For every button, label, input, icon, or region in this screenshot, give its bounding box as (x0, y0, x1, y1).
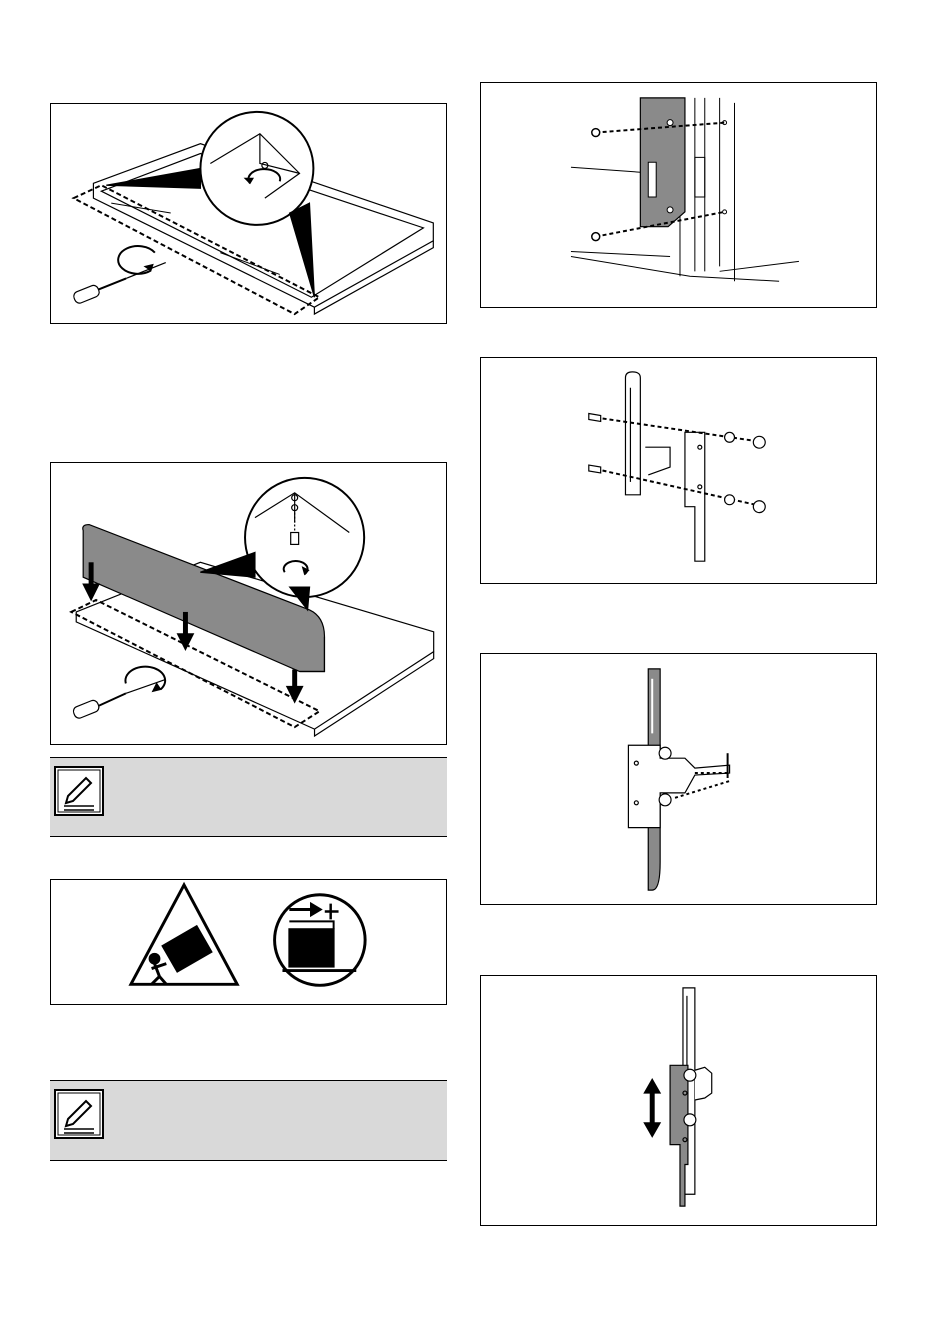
pencil-note-icon (54, 766, 104, 816)
figure-bracket-assembly (480, 357, 877, 584)
bracket-assembly-icon (481, 358, 876, 583)
figure-remove-screws (50, 103, 447, 324)
figure-tip-warning (50, 879, 447, 1005)
figure-bracket-hook (480, 653, 877, 905)
figure-bracket-adjust (480, 975, 877, 1226)
bracket-hook-icon (481, 654, 876, 904)
note-box-2 (50, 1080, 447, 1161)
pencil-note-icon (54, 1089, 104, 1139)
figure-bracket-wall (480, 82, 877, 308)
bracket-height-adjust-icon (481, 976, 876, 1225)
note-box-1 (50, 757, 447, 837)
screwdriver-unscrew-icon (51, 104, 446, 323)
backguard-install-icon (51, 463, 446, 744)
figure-mount-backguard (50, 462, 447, 745)
anti-tip-warning-icon (51, 880, 446, 1004)
bracket-wall-mount-icon (481, 83, 876, 307)
